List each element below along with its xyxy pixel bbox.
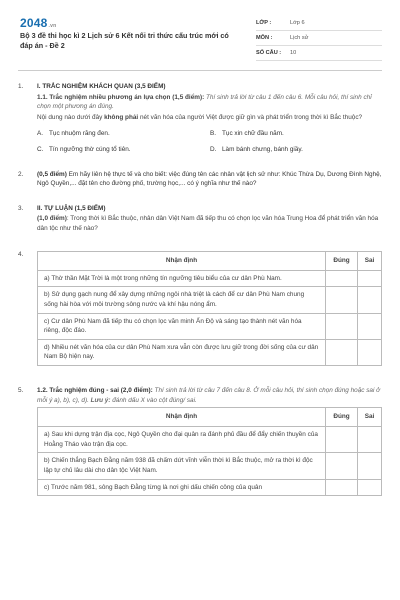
false-cell[interactable]: [358, 287, 382, 313]
meta-value: Lịch sử: [290, 34, 309, 41]
meta-row-subject: [256, 31, 382, 46]
header-statement: Nhận định: [38, 408, 326, 427]
table-row: [38, 313, 382, 339]
question-1: [18, 82, 382, 164]
question-text: Nội dung nào dưới đây không phải nét văn hóa của người Việt được giữ gìn và phát triển trong thời kì Bắc thuộc?: [37, 113, 363, 121]
false-cell[interactable]: [358, 453, 382, 479]
question-4: [18, 250, 382, 366]
header-true: Đúng: [326, 251, 358, 270]
statement-cell: c) Trước năm 981, sông Bạch Đằng từng là nơi ghi dấu chiến công của quân: [38, 479, 326, 496]
meta-row-question-count: [256, 46, 382, 61]
header-false: Sai: [358, 408, 382, 427]
document-header: [20, 14, 382, 64]
question-text: (0,5 điểm) Em hãy liên hệ thực tế và cho biết: việc đúng tên các nhân vật lịch sử như: Khúc Thừa Dụ, Dương Đình Nghệ, Ngô Quyền,... đặt tên cho đường phố, trường học,... có ý nghĩa như thế nào?: [37, 170, 382, 188]
true-cell[interactable]: [326, 479, 358, 496]
question-number: 3.: [18, 204, 24, 212]
document-meta: [256, 16, 382, 61]
table-row: [38, 287, 382, 313]
question-number: 5.: [18, 386, 24, 394]
instruction: 1.2. Trắc nghiệm đúng - sai (2,0 điểm): Thí sinh trả lời từ câu 7 đến câu 8. Ở mỗi câu hỏi, thí sinh chọn đúng hoặc sai ở mỗi ý a), b), c), d). Lưu ý: đánh dấu X vào cột đúng/ sai.: [37, 386, 381, 404]
question-5: [18, 386, 382, 496]
header-false: Sai: [358, 251, 382, 270]
statement-cell: d) Nhiều nét văn hóa của cư dân Phù Nam xưa vẫn còn được lưu giữ trong đời sống của cư dân Nam Bộ hiện nay.: [38, 339, 326, 365]
true-cell[interactable]: [326, 287, 358, 313]
table-header-row: [38, 408, 382, 427]
question-3: [18, 204, 382, 234]
table-row: [38, 270, 382, 287]
false-cell[interactable]: [358, 427, 382, 453]
table-row: [38, 453, 382, 479]
true-cell[interactable]: [326, 453, 358, 479]
table-row: [38, 339, 382, 365]
table-header-row: [38, 251, 382, 270]
meta-label: LỚP :: [256, 19, 272, 26]
false-cell[interactable]: [358, 313, 382, 339]
statement-cell: c) Cư dân Phù Nam đã tiếp thu có chọn lọc văn minh Ấn Độ và sáng tạo thành nét văn hóa riêng, độc đáo.: [38, 313, 326, 339]
option-a[interactable]: A. Tục nhuộm răng đen.: [37, 130, 110, 138]
true-cell[interactable]: [326, 427, 358, 453]
statement-cell: a) Sau khi dựng trận địa cọc, Ngô Quyền cho đại quân ra đánh phủ đầu để đẩy chiến thuyền của Hoằng Tháo vào trận địa cọc.: [38, 427, 326, 453]
section-heading: I. TRẮC NGHIỆM KHÁCH QUAN (3,5 ĐIỂM): [37, 83, 166, 90]
meta-value: Lớp 6: [290, 19, 305, 26]
true-false-table: [37, 251, 382, 366]
question-number: 1.: [18, 83, 24, 90]
instruction: 1.1. Trắc nghiệm nhiều phương án lựa chọn (1,5 điểm): Thí sinh trả lời từ câu 1 đến câu 6. Mỗi câu hỏi, thí sinh chỉ chọn một phương án đúng.: [37, 93, 372, 111]
statement-cell: b) Chiến thắng Bạch Đằng năm 938 đã chấm dứt vĩnh viễn thời kì Bắc thuộc, mở ra thời kì độc lập tự chủ lâu dài cho dân tộc Việt Nam.: [38, 453, 326, 479]
site-logo[interactable]: 2048.vn: [20, 16, 57, 30]
meta-row-class: [256, 16, 382, 31]
option-c[interactable]: C. Tín ngưỡng thờ cúng tổ tiên.: [37, 146, 131, 154]
option-d[interactable]: D. Làm bánh chưng, bánh giầy.: [210, 146, 303, 154]
exam-content: [18, 82, 382, 502]
meta-label: MÔN :: [256, 34, 273, 41]
true-cell[interactable]: [326, 339, 358, 365]
answer-options: [37, 129, 383, 154]
section-heading: II. TỰ LUẬN (1,5 ĐIỂM): [37, 204, 106, 212]
meta-label: SỐ CÂU :: [256, 49, 282, 56]
header-divider: [18, 70, 382, 71]
true-cell[interactable]: [326, 270, 358, 287]
table-row: [38, 479, 382, 496]
table-row: [38, 427, 382, 453]
meta-value: 10: [290, 49, 297, 56]
true-false-table: [37, 407, 382, 496]
question-number: 4.: [18, 250, 24, 258]
header-true: Đúng: [326, 408, 358, 427]
false-cell[interactable]: [358, 479, 382, 496]
statement-cell: b) Sử dụng gạch nung để xây dựng những ngôi nhà triệt là cách để cư dân Phù Nam chung sống hài hòa với môi trường sông nước và khí hậu nóng ẩm.: [38, 287, 326, 313]
option-b[interactable]: B. Tục xin chữ đầu năm.: [210, 130, 284, 138]
false-cell[interactable]: [358, 270, 382, 287]
question-number: 2.: [18, 170, 24, 178]
document-title: Bộ 3 đề thi học kì 2 Lịch sử 6 Kết nối tri thức cấu trúc mới có đáp án - Đề 2: [20, 31, 229, 50]
header-statement: Nhận định: [38, 251, 326, 270]
statement-cell: a) Thờ thần Mặt Trời là một trong những tín ngưỡng tiêu biểu của cư dân Phù Nam.: [38, 270, 326, 287]
true-cell[interactable]: [326, 313, 358, 339]
false-cell[interactable]: [358, 339, 382, 365]
question-2: [18, 170, 382, 189]
question-text: (1,0 điểm): Trong thời kì Bắc thuộc, nhân dân Việt Nam đã tiếp thu có chọn lọc văn hóa Trung Hoa để phát triển văn hóa dân tộc như thế nào?: [37, 215, 379, 233]
